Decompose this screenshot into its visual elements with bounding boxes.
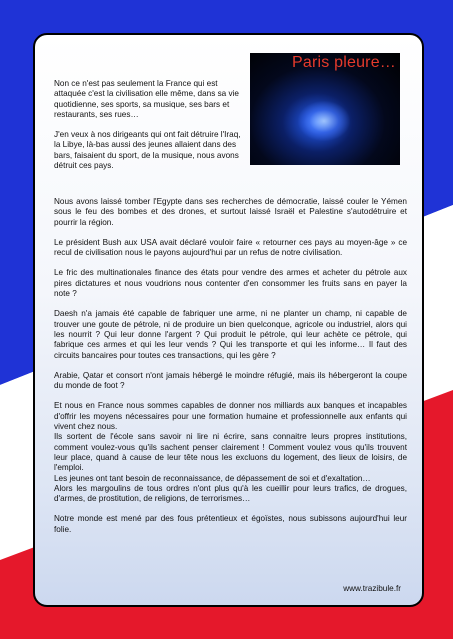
body-paragraph: Les jeunes ont tant besoin de reconnaissance, de dépassement de soi et d'exaltation… (54, 473, 371, 483)
blue-flame-image (298, 101, 350, 141)
header-photo (250, 53, 400, 165)
article-card (33, 33, 424, 607)
intro-paragraph: J'en veux à nos dirigeants qui ont fait détruire l'Iraq, la Libye, là-bas aussi des jeunes allaient dans des bars, faisaient du sport, de la musique, nous avons détruit ces pays. (54, 130, 241, 171)
body-paragraph: Nous avons laissé tomber l'Egypte dans ses recherches de démocratie, laissé couler le Yémen sous le feu des bombes et des drones, et surtout laissé Israël et Palestine s'autodétruire et pourrir la région. (54, 197, 407, 227)
body-paragraph: Alors les margoulins de tous ordres n'ont plus qu'à les cueillir pour leurs trafics, de drogues, d'armes, de prostitution, de religions, de terrorismes… (54, 483, 407, 504)
body-paragraph: Et nous en France nous sommes capables de donner nos milliards aux banques et incapables d'offrir les moyens nécessaires pour une formation humaine et professionnelle aux enfants qui vivent chez nous. (54, 401, 407, 432)
intro-paragraph: Non ce n'est pas seulement la France qui est attaquée c'est la civilisation elle même, dans sa vie quotidienne, ses sports, sa musique, ses bars et restaurants, ses rues… (54, 79, 239, 119)
body-paragraph: Daesh n'a jamais été capable de fabriquer une arme, ni ne planter un champ, ni capable de trouver une goute de pétrole, ni de produire un bien quelconque, agricole ou industriel, alors qui les nourrit ? Qui leur donne l'argent ? Qui produit le pétrole, qui leur achète ce pétrole, qui fabrique ces armes et qui les leur vends ? Qui les transporte et qui les informe… Il faut des circuits bancaires pour toutes ces transactions, qui les gère ? (54, 309, 407, 360)
closing-paragraph: Notre monde est mené par des fous prétentieux et égoïstes, nous subissons aujourd'hui leur folie. (54, 514, 407, 534)
body-paragraph: Le président Bush aux USA avait déclaré vouloir faire « retourner ces pays au moyen-âge » ce recul de civilisation nous le payons aujourd'hui par un refus de notre civilisation. (54, 237, 407, 258)
body-paragraph: Ils sortent de l'école sans savoir ni lire ni écrire, sans connaitre leurs propres institutions, comment voulez-vous qu'ils sachent penser clairement ! Comment voulez vous qu'ils trouvent leur place, quand à cause de leur tête nous les excluons du logement, des lieux de loisirs, de l'emploi. (54, 432, 407, 473)
intro-text (54, 79, 246, 181)
body-paragraph: Le fric des multinationales finance des états pour vendre des armes et acheter du pétrole aux pires dictatures et nous voudrions nous contenter d'en consommer les fruits sans en payer la note ? (54, 268, 407, 299)
photo-title: Paris pleure… (292, 54, 396, 71)
website-link[interactable]: www.trazibule.fr (343, 584, 401, 593)
body-paragraph: Arabie, Qatar et consort n'ont jamais hébergé le moindre réfugié, mais ils hébergeront la coupe du monde de foot ? (54, 370, 407, 391)
article-body (54, 197, 407, 545)
